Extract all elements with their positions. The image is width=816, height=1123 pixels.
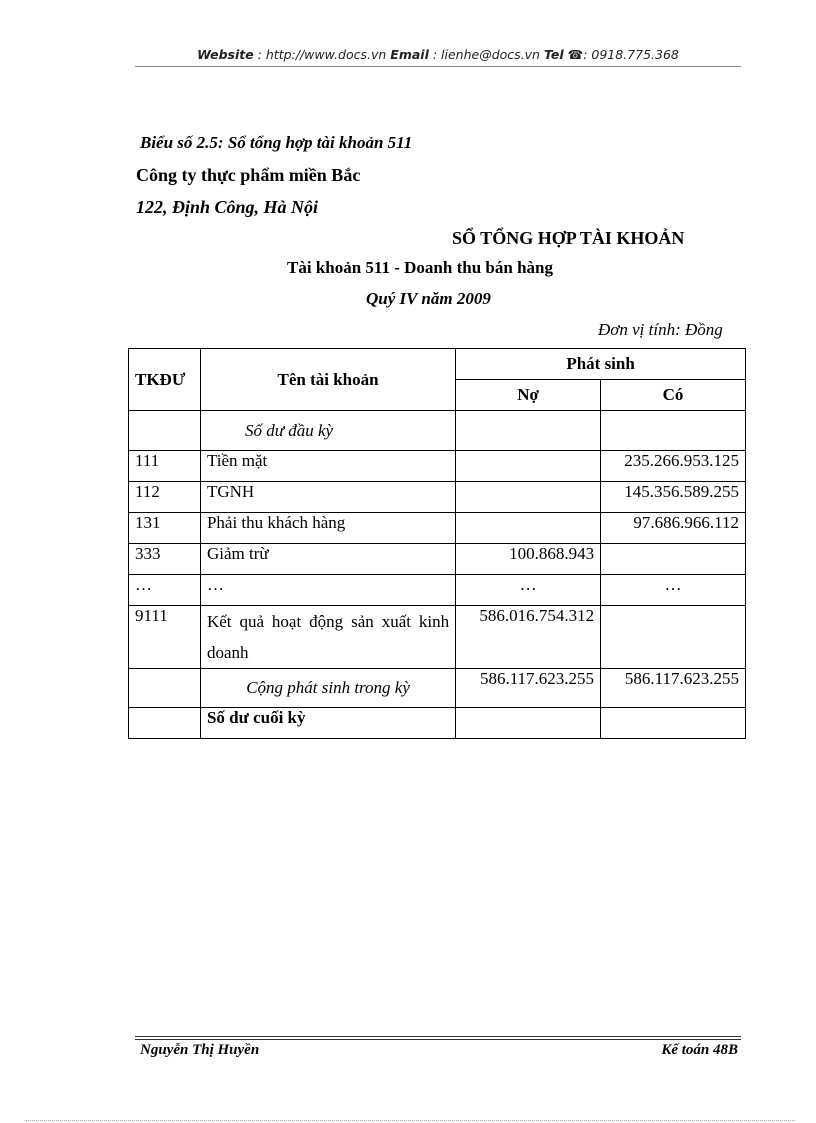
cell-name: Cộng phát sinh trong kỳ <box>200 669 455 708</box>
cell-co: 586.117.623.255 <box>601 669 746 708</box>
tel-value: : 0918.775.368 <box>583 47 679 62</box>
cell-name: … <box>200 575 455 606</box>
cell-name: Phải thu khách hàng <box>200 513 455 544</box>
cell-no: 586.117.623.255 <box>456 669 601 708</box>
cell-no <box>456 451 601 482</box>
header-divider <box>135 66 741 67</box>
period-line: Quý IV năm 2009 <box>366 289 491 308</box>
page-bottom-border <box>25 1120 795 1121</box>
table-row <box>129 513 746 544</box>
cell-no <box>456 482 601 513</box>
cell-no: … <box>456 575 601 606</box>
cell-co: 235.266.953.125 <box>601 451 746 482</box>
tel-label: Tel <box>543 47 564 62</box>
page-header <box>135 47 741 62</box>
cell-co: 145.356.589.255 <box>601 482 746 513</box>
table-row <box>129 544 746 575</box>
cell-tk <box>129 411 201 451</box>
col-header-name: Tên tài khoản <box>200 349 455 411</box>
website-value[interactable]: : http://www.docs.vn <box>257 47 387 62</box>
table-row <box>129 606 746 669</box>
cell-name: Tiền mặt <box>200 451 455 482</box>
table-row <box>129 451 746 482</box>
cell-tk <box>129 669 201 708</box>
cell-co: 97.686.966.112 <box>601 513 746 544</box>
cell-name: Giảm trừ <box>200 544 455 575</box>
footer-class: Kế toán 48B <box>661 1042 738 1058</box>
cell-co <box>601 411 746 451</box>
company-name: Công ty thực phẩm miền Bắc <box>136 165 361 185</box>
cell-name: Số dư đầu kỳ <box>200 411 455 451</box>
col-header-tkdu: TKĐƯ <box>129 349 201 411</box>
email-value[interactable]: : lienhe@docs.vn <box>432 47 540 62</box>
ledger-title: SỔ TỔNG HỢP TÀI KHOẢN <box>452 228 685 248</box>
email-label: Email <box>390 47 429 62</box>
form-title: Biểu số 2.5: Sổ tổng hợp tài khoản 511 <box>140 133 413 152</box>
table-row <box>129 669 746 708</box>
cell-no: 586.016.754.312 <box>456 606 601 669</box>
table-row <box>129 708 746 739</box>
col-header-no: Nợ <box>456 380 601 411</box>
cell-co: … <box>601 575 746 606</box>
cell-name: Số dư cuối kỳ <box>200 708 455 739</box>
phone-icon: ☎ <box>567 47 584 62</box>
cell-name: TGNH <box>200 482 455 513</box>
footer-author: Nguyễn Thị Huyền <box>140 1042 260 1058</box>
cell-tk: 9111 <box>129 606 201 669</box>
col-header-phat-sinh: Phát sinh <box>456 349 746 380</box>
col-header-co: Có <box>601 380 746 411</box>
cell-name: Kết quả hoạt động sản xuất kinh doanh <box>200 606 455 669</box>
cell-co <box>601 606 746 669</box>
ledger-table <box>128 348 746 739</box>
footer-divider <box>135 1036 741 1037</box>
table-row <box>129 482 746 513</box>
table-row <box>129 575 746 606</box>
cell-co <box>601 708 746 739</box>
cell-tk: 333 <box>129 544 201 575</box>
cell-no <box>456 411 601 451</box>
company-address: 122, Định Công, Hà Nội <box>136 197 319 217</box>
cell-no <box>456 513 601 544</box>
cell-no <box>456 708 601 739</box>
cell-tk: 111 <box>129 451 201 482</box>
cell-tk: 131 <box>129 513 201 544</box>
cell-tk <box>129 708 201 739</box>
table-row <box>129 411 746 451</box>
unit-line: Đơn vị tính: Đồng <box>598 320 723 339</box>
cell-tk: … <box>129 575 201 606</box>
cell-no: 100.868.943 <box>456 544 601 575</box>
website-label: Website <box>197 47 254 62</box>
footer-divider-secondary <box>135 1039 741 1040</box>
cell-co <box>601 544 746 575</box>
cell-tk: 112 <box>129 482 201 513</box>
account-line: Tài khoản 511 - Doanh thu bán hàng <box>287 258 553 277</box>
